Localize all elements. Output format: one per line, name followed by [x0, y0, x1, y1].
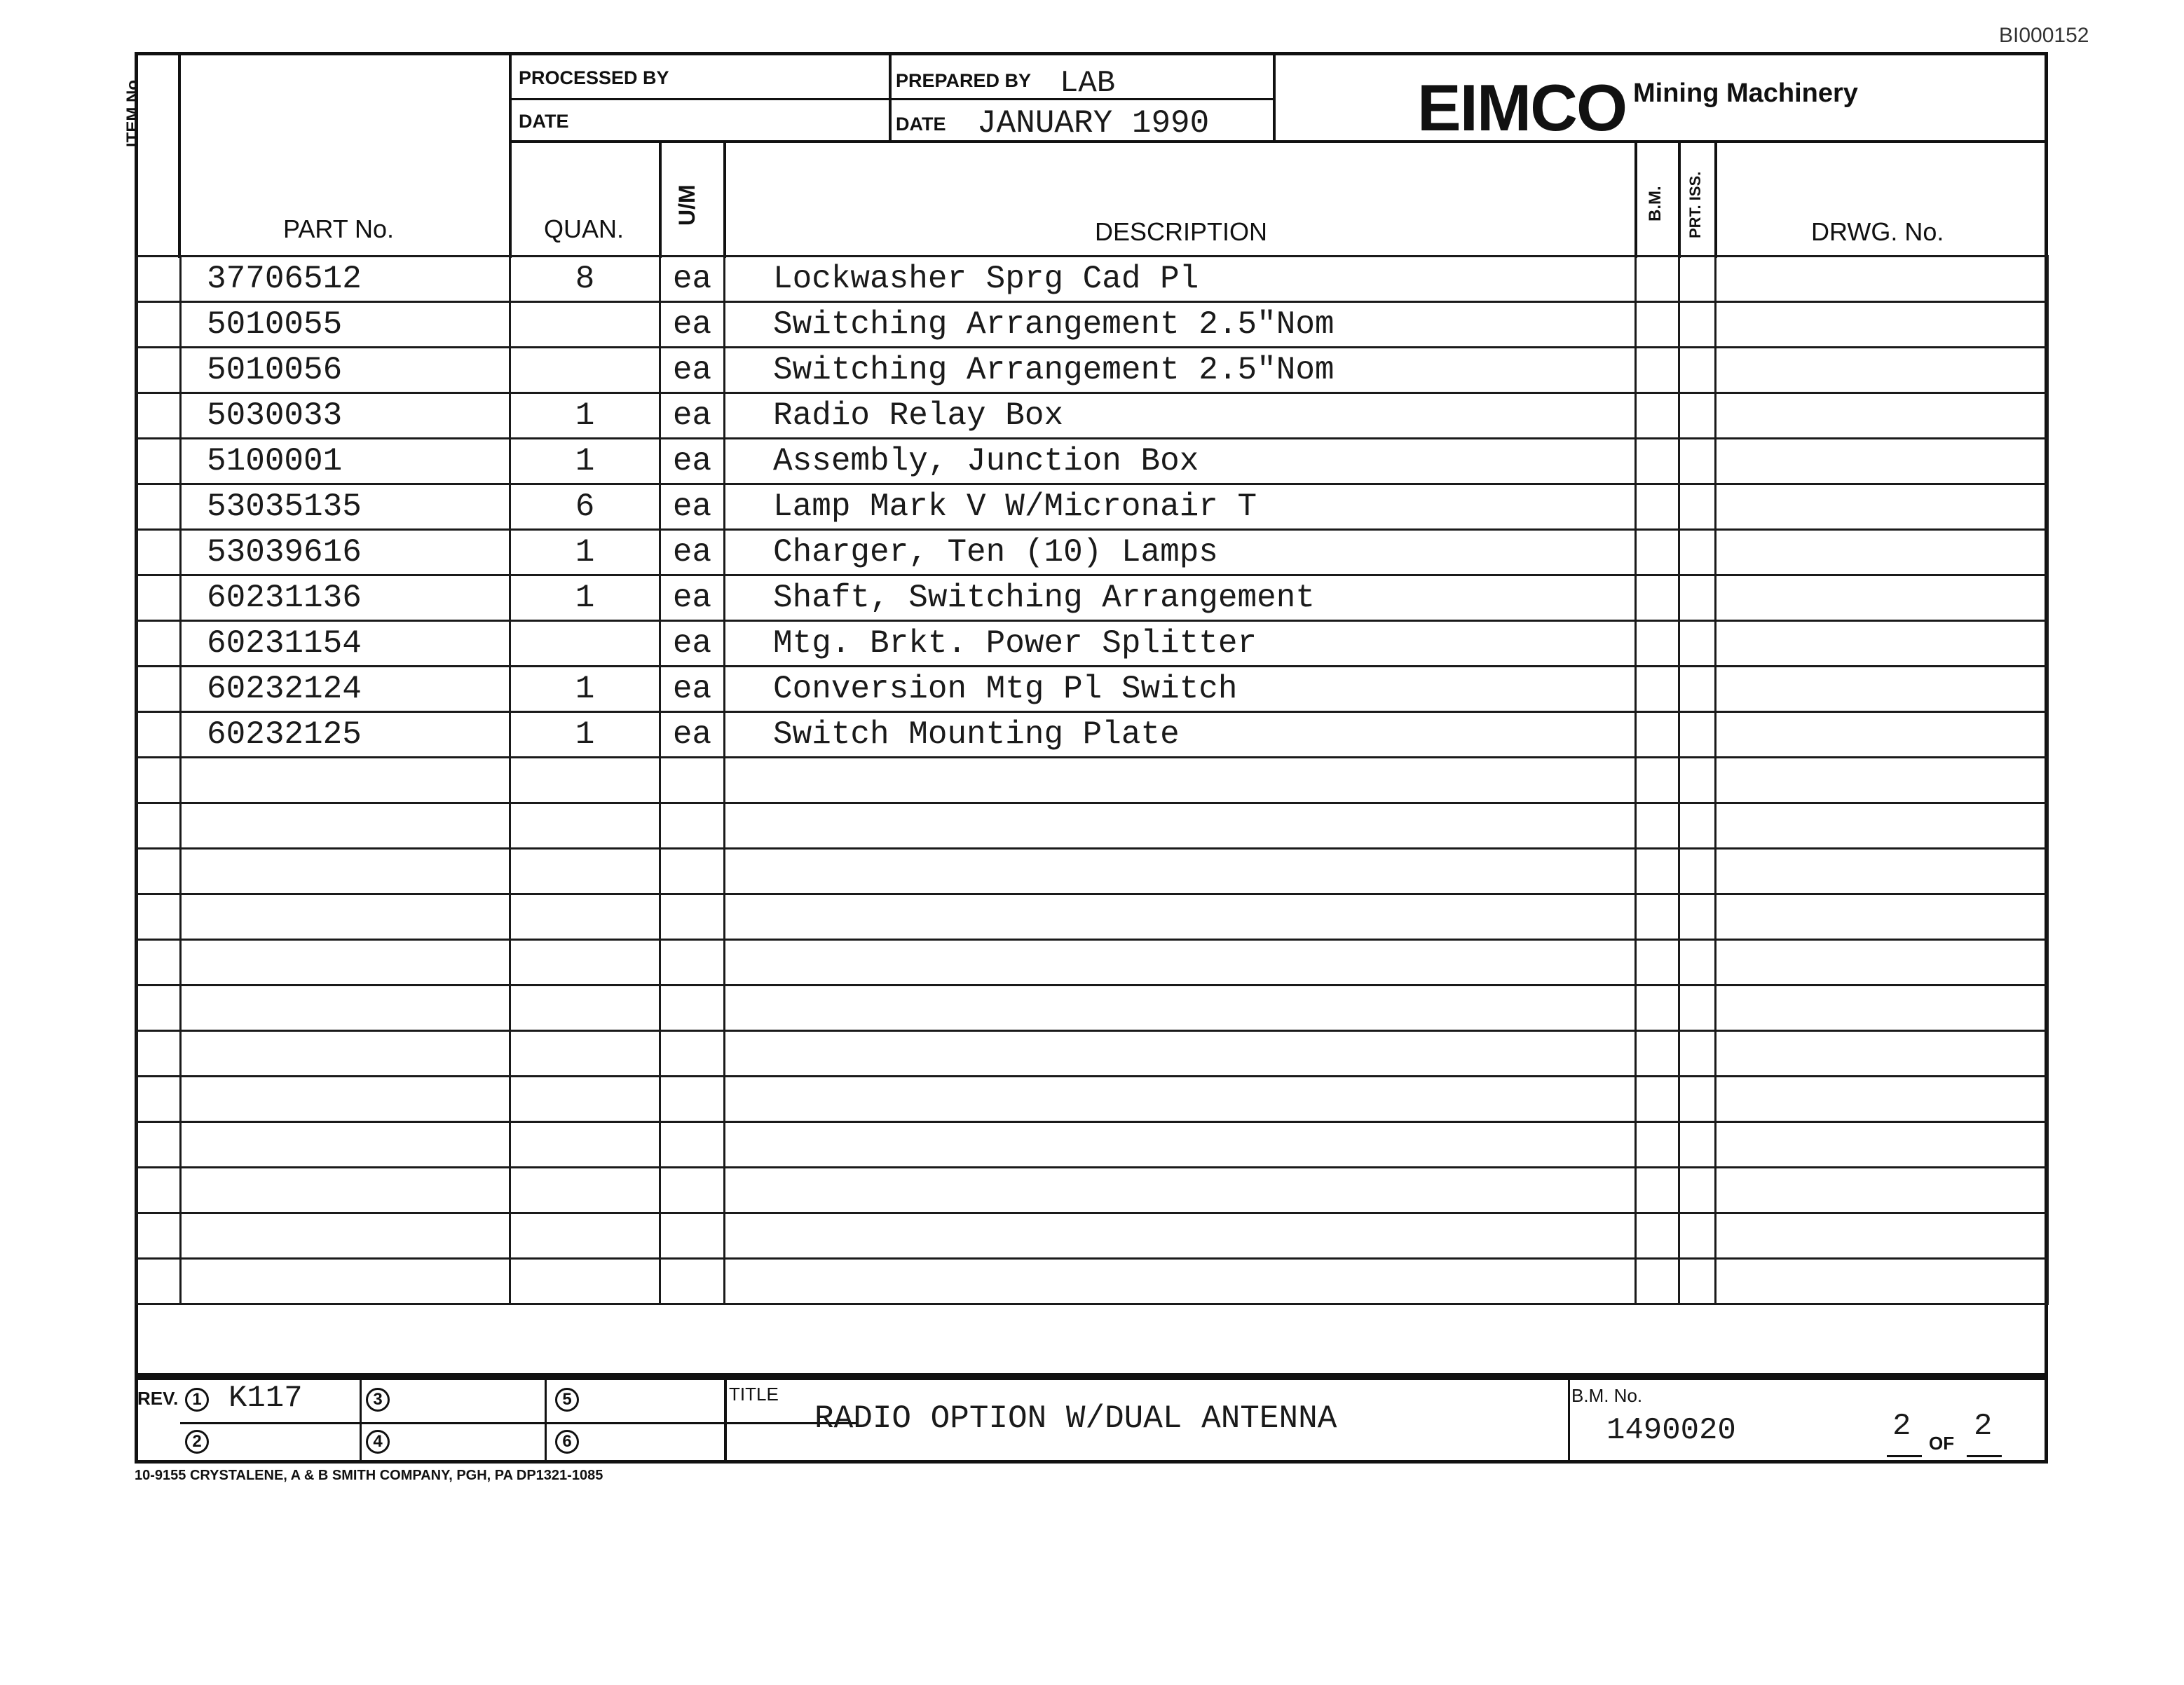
part-number-cell — [181, 1213, 510, 1259]
description-cell — [725, 1077, 1636, 1122]
bm-cell — [1636, 484, 1679, 530]
item-no-cell — [137, 1259, 181, 1304]
bm-cell — [1636, 621, 1679, 667]
bm-cell — [1636, 1168, 1679, 1213]
description-cell: Switch Mounting Plate — [725, 712, 1636, 758]
unit-cell — [660, 1122, 725, 1168]
quantity-cell: 8 — [510, 257, 660, 302]
item-no-cell — [137, 530, 181, 575]
unit-cell — [660, 1259, 725, 1304]
quantity-cell: 6 — [510, 484, 660, 530]
quantity-cell — [510, 803, 660, 849]
part-number-cell — [181, 849, 510, 894]
unit-cell: ea — [660, 439, 725, 484]
document-id: BI000152 — [1999, 24, 2089, 47]
prepared-date-value: JANUARY 1990 — [977, 105, 1210, 142]
quantity-cell — [510, 1168, 660, 1213]
table-row — [137, 530, 2048, 575]
item-no-cell — [137, 940, 181, 985]
table-row — [137, 1077, 2048, 1122]
description-cell: Lamp Mark V W/Micronair T — [725, 484, 1636, 530]
item-no-cell — [137, 1031, 181, 1077]
item-no-cell — [137, 803, 181, 849]
description-cell: Switching Arrangement 2.5"Nom — [725, 348, 1636, 393]
part-number-cell: 60232124 — [181, 667, 510, 712]
bm-cell — [1636, 348, 1679, 393]
item-no-cell — [137, 712, 181, 758]
table-row — [137, 393, 2048, 439]
unit-cell — [660, 894, 725, 940]
table-row — [137, 484, 2048, 530]
table-row — [137, 894, 2048, 940]
quantity-cell — [510, 849, 660, 894]
quantity-cell: 1 — [510, 575, 660, 621]
part-number-cell — [181, 985, 510, 1031]
sheet-total-line — [1967, 1455, 2002, 1457]
unit-cell — [660, 1213, 725, 1259]
prt-iss-cell — [1679, 621, 1716, 667]
item-no-cell — [137, 667, 181, 712]
table-row — [137, 1168, 2048, 1213]
parts-table — [136, 255, 2049, 1305]
drawing-number-cell — [1716, 849, 2048, 894]
quantity-cell — [510, 302, 660, 348]
prt-iss-cell — [1679, 1122, 1716, 1168]
quantity-cell — [510, 1077, 660, 1122]
part-number-cell: 5010056 — [181, 348, 510, 393]
bm-cell — [1636, 257, 1679, 302]
quantity-cell — [510, 1031, 660, 1077]
prt-iss-cell — [1679, 393, 1716, 439]
drwg-col-line — [1714, 140, 1717, 258]
drawing-number-cell — [1716, 393, 2048, 439]
quantity-cell — [510, 758, 660, 803]
drawing-number-cell — [1716, 1168, 2048, 1213]
unit-cell: ea — [660, 712, 725, 758]
sheet-of-label: OF — [1929, 1433, 1955, 1454]
unit-cell — [660, 1168, 725, 1213]
part-number-cell: 53039616 — [181, 530, 510, 575]
drawing-number-cell — [1716, 758, 2048, 803]
rev-label: REV. — [137, 1388, 179, 1409]
prt-iss-cell — [1679, 1077, 1716, 1122]
sheet-total: 2 — [1974, 1409, 1993, 1444]
quan-col-line — [509, 140, 512, 258]
part-no-header: PART No. — [283, 214, 395, 243]
bm-cell — [1636, 393, 1679, 439]
printer-note: 10-9155 CRYSTALENE, A & B SMITH COMPANY, PGH, PA DP1321-1085 — [135, 1468, 603, 1483]
quantity-cell — [510, 894, 660, 940]
prepared-by-label: PREPARED BY — [896, 70, 1032, 91]
prt-iss-cell — [1679, 348, 1716, 393]
drawing-number-cell — [1716, 940, 2048, 985]
bm-cell — [1636, 1077, 1679, 1122]
brand-tagline: Mining Machinery — [1633, 79, 1858, 108]
item-no-cell — [137, 1168, 181, 1213]
rev-mark-3: 3 — [366, 1388, 390, 1412]
prt-iss-cell — [1679, 940, 1716, 985]
prt-iss-cell — [1679, 712, 1716, 758]
bm-col-line — [1634, 140, 1637, 258]
unit-cell: ea — [660, 484, 725, 530]
drawing-number-cell — [1716, 667, 2048, 712]
um-col-line — [659, 140, 662, 258]
unit-cell: ea — [660, 348, 725, 393]
bm-cell — [1636, 940, 1679, 985]
part-number-cell — [181, 940, 510, 985]
sheet-number-line — [1887, 1455, 1922, 1457]
part-number-cell — [181, 894, 510, 940]
bm-cell — [1636, 575, 1679, 621]
unit-cell: ea — [660, 667, 725, 712]
unit-cell — [660, 803, 725, 849]
unit-cell — [660, 849, 725, 894]
drawing-number-cell — [1716, 621, 2048, 667]
bm-cell — [1636, 530, 1679, 575]
rev-mark-4: 4 — [366, 1430, 390, 1454]
bm-cell — [1636, 849, 1679, 894]
part-number-cell: 60231136 — [181, 575, 510, 621]
table-row — [137, 803, 2048, 849]
prt-iss-cell — [1679, 1213, 1716, 1259]
table-row — [137, 575, 2048, 621]
description-cell — [725, 849, 1636, 894]
prepared-date-label: DATE — [896, 114, 946, 135]
quantity-cell: 1 — [510, 439, 660, 484]
bm-header: B.M. — [1646, 186, 1665, 221]
rev-mark-5: 5 — [555, 1388, 579, 1412]
header-bottom-line — [509, 140, 2047, 143]
description-cell — [725, 894, 1636, 940]
prt-iss-cell — [1679, 530, 1716, 575]
item-no-cell — [137, 621, 181, 667]
drawing-number-cell — [1716, 1213, 2048, 1259]
um-header: U/M — [674, 184, 699, 226]
drawing-number-cell — [1716, 985, 2048, 1031]
item-no-cell — [137, 1122, 181, 1168]
table-row — [137, 1031, 2048, 1077]
part-number-cell — [181, 1168, 510, 1213]
description-cell — [725, 758, 1636, 803]
prt-iss-cell — [1679, 1031, 1716, 1077]
drawing-number-cell — [1716, 439, 2048, 484]
drawing-number-cell — [1716, 302, 2048, 348]
prt-iss-cell — [1679, 667, 1716, 712]
table-row — [137, 439, 2048, 484]
quantity-cell: 1 — [510, 712, 660, 758]
prt-iss-cell — [1679, 758, 1716, 803]
quantity-cell — [510, 1213, 660, 1259]
prt-iss-cell — [1679, 1168, 1716, 1213]
bm-cell — [1636, 667, 1679, 712]
table-row — [137, 302, 2048, 348]
unit-cell: ea — [660, 621, 725, 667]
sheet-number: 2 — [1892, 1409, 1911, 1444]
description-cell — [725, 803, 1636, 849]
drawing-number-cell — [1716, 575, 2048, 621]
unit-cell: ea — [660, 393, 725, 439]
bm-cell — [1636, 894, 1679, 940]
processed-by-label: PROCESSED BY — [519, 67, 669, 88]
item-no-cell — [137, 393, 181, 439]
part-number-cell — [181, 803, 510, 849]
part-number-cell: 53035135 — [181, 484, 510, 530]
description-cell — [725, 985, 1636, 1031]
prepared-by-value: LAB — [1060, 66, 1116, 101]
item-no-cell — [137, 257, 181, 302]
rev-col-2 — [360, 1380, 362, 1460]
unit-cell: ea — [660, 530, 725, 575]
prepared-box-right — [1273, 52, 1276, 142]
prt-iss-cell — [1679, 439, 1716, 484]
description-cell: Conversion Mtg Pl Switch — [725, 667, 1636, 712]
drawing-number-cell — [1716, 484, 2048, 530]
drawing-number-cell — [1716, 1077, 2048, 1122]
unit-cell — [660, 758, 725, 803]
item-no-cell — [137, 484, 181, 530]
item-no-header: ITEM No. — [123, 75, 142, 147]
table-row — [137, 1213, 2048, 1259]
drawing-number-cell — [1716, 1122, 2048, 1168]
item-no-cell — [137, 758, 181, 803]
processed-box-left — [509, 52, 512, 142]
quantity-cell — [510, 1259, 660, 1304]
quantity-cell — [510, 621, 660, 667]
unit-cell: ea — [660, 302, 725, 348]
item-no-cell — [137, 894, 181, 940]
drwg-no-header: DRWG. No. — [1811, 217, 1944, 246]
item-no-cell — [137, 849, 181, 894]
unit-cell: ea — [660, 575, 725, 621]
bm-cell — [1636, 1122, 1679, 1168]
table-row — [137, 849, 2048, 894]
prt-iss-cell — [1679, 302, 1716, 348]
prt-iss-cell — [1679, 575, 1716, 621]
prt-col-line — [1678, 140, 1681, 258]
part-number-cell — [181, 1077, 510, 1122]
bm-no-col-left — [1568, 1380, 1570, 1460]
description-cell: Mtg. Brkt. Power Splitter — [725, 621, 1636, 667]
bm-cell — [1636, 302, 1679, 348]
drawing-number-cell — [1716, 348, 2048, 393]
drawing-number-cell — [1716, 712, 2048, 758]
quan-header: QUAN. — [544, 214, 625, 243]
table-row — [137, 621, 2048, 667]
rev-mark-1: 1 — [185, 1388, 209, 1412]
table-row — [137, 348, 2048, 393]
quantity-cell — [510, 1122, 660, 1168]
prt-iss-cell — [1679, 484, 1716, 530]
table-row — [137, 667, 2048, 712]
unit-cell — [660, 1031, 725, 1077]
drawing-number-cell — [1716, 894, 2048, 940]
description-cell: Lockwasher Sprg Cad Pl — [725, 257, 1636, 302]
rev-mark-2: 2 — [185, 1430, 209, 1454]
item-no-cell — [137, 348, 181, 393]
bm-cell — [1636, 439, 1679, 484]
part-number-cell: 60231154 — [181, 621, 510, 667]
item-no-cell — [137, 985, 181, 1031]
eimco-logo: EIMCO — [1417, 71, 1627, 144]
bm-no-label: B.M. No. — [1571, 1385, 1643, 1406]
bm-cell — [1636, 1213, 1679, 1259]
bm-cell — [1636, 1259, 1679, 1304]
rev-row-divider — [180, 1422, 857, 1424]
item-no-cell — [137, 302, 181, 348]
description-cell: Charger, Ten (10) Lamps — [725, 530, 1636, 575]
quantity-cell — [510, 348, 660, 393]
processed-date-label: DATE — [519, 111, 569, 132]
table-row — [137, 257, 2048, 302]
description-cell — [725, 1031, 1636, 1077]
item-no-cell — [137, 575, 181, 621]
part-number-cell: 5030033 — [181, 393, 510, 439]
quantity-cell — [510, 940, 660, 985]
bm-cell — [1636, 758, 1679, 803]
rev-1-value: K117 — [228, 1381, 303, 1416]
description-cell — [725, 940, 1636, 985]
prepared-box-left — [889, 52, 892, 142]
description-cell: Radio Relay Box — [725, 393, 1636, 439]
quantity-cell: 1 — [510, 667, 660, 712]
unit-cell — [660, 985, 725, 1031]
bm-cell — [1636, 712, 1679, 758]
drawing-number-cell — [1716, 803, 2048, 849]
item-no-cell — [137, 1213, 181, 1259]
description-cell: Switching Arrangement 2.5"Nom — [725, 302, 1636, 348]
drawing-number-cell — [1716, 257, 2048, 302]
quantity-cell: 1 — [510, 530, 660, 575]
part-number-cell — [181, 1031, 510, 1077]
quantity-cell: 1 — [510, 393, 660, 439]
table-row — [137, 940, 2048, 985]
item-no-cell — [137, 439, 181, 484]
quantity-cell — [510, 985, 660, 1031]
drawing-number-cell — [1716, 1031, 2048, 1077]
description-cell: Shaft, Switching Arrangement — [725, 575, 1636, 621]
item-no-cell — [137, 1077, 181, 1122]
prt-iss-header: PRT. ISS. — [1686, 171, 1704, 238]
prt-iss-cell — [1679, 803, 1716, 849]
rev-col-3 — [545, 1380, 547, 1460]
part-number-cell — [181, 1122, 510, 1168]
title-value: RADIO OPTION W/DUAL ANTENNA — [814, 1400, 1337, 1437]
item-column-divider — [178, 52, 181, 258]
description-cell — [725, 1122, 1636, 1168]
bm-cell — [1636, 985, 1679, 1031]
prt-iss-cell — [1679, 1259, 1716, 1304]
bm-cell — [1636, 803, 1679, 849]
drawing-number-cell — [1716, 1259, 2048, 1304]
rev-mark-6: 6 — [555, 1430, 579, 1454]
description-cell — [725, 1213, 1636, 1259]
part-number-cell: 5100001 — [181, 439, 510, 484]
prt-iss-cell — [1679, 985, 1716, 1031]
part-number-cell: 5010055 — [181, 302, 510, 348]
part-number-cell: 37706512 — [181, 257, 510, 302]
part-number-cell — [181, 758, 510, 803]
part-number-cell: 60232125 — [181, 712, 510, 758]
description-cell — [725, 1259, 1636, 1304]
table-row — [137, 758, 2048, 803]
table-row — [137, 985, 2048, 1031]
unit-cell: ea — [660, 257, 725, 302]
bm-no-value: 1490020 — [1606, 1413, 1736, 1448]
drawing-number-cell — [1716, 530, 2048, 575]
prt-iss-cell — [1679, 257, 1716, 302]
bm-cell — [1636, 1031, 1679, 1077]
prt-iss-cell — [1679, 849, 1716, 894]
header-mid-line — [509, 98, 1276, 100]
desc-col-line — [723, 140, 726, 258]
table-row — [137, 712, 2048, 758]
prt-iss-cell — [1679, 894, 1716, 940]
table-row — [137, 1122, 2048, 1168]
unit-cell — [660, 940, 725, 985]
unit-cell — [660, 1077, 725, 1122]
title-label: TITLE — [729, 1384, 779, 1405]
title-col-left — [724, 1380, 727, 1460]
table-row — [137, 1259, 2048, 1304]
description-header: DESCRIPTION — [1095, 217, 1268, 246]
part-number-cell — [181, 1259, 510, 1304]
description-cell — [725, 1168, 1636, 1213]
description-cell: Assembly, Junction Box — [725, 439, 1636, 484]
